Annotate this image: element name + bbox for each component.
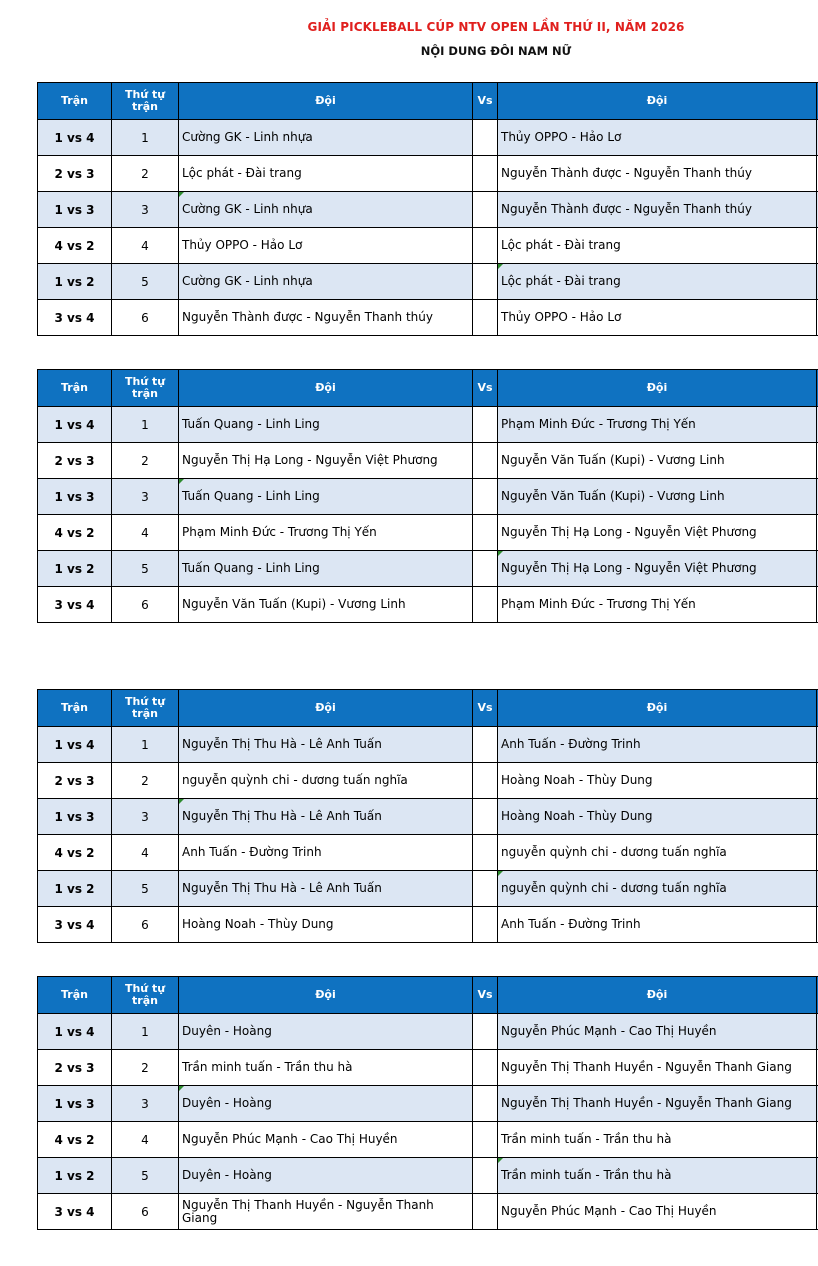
- vs-cell: [473, 120, 498, 156]
- match-cell: 1 vs 4: [38, 727, 112, 763]
- team1-cell: Duyên - Hoàng: [179, 1014, 473, 1050]
- match-cell: 1 vs 4: [38, 1014, 112, 1050]
- team1-cell: Tuấn Quang - Linh Ling: [179, 479, 473, 515]
- team2-cell: Thủy OPPO - Hảo Lơ: [498, 300, 817, 336]
- team1-cell: Duyên - Hoàng: [179, 1158, 473, 1194]
- table-row: [38, 587, 818, 623]
- order-cell: 6: [112, 300, 179, 336]
- order-cell: 3: [112, 479, 179, 515]
- team2-cell: Phạm Minh Đức - Trương Thị Yến: [498, 407, 817, 443]
- table-header-row: [38, 370, 818, 407]
- order-cell: 5: [112, 551, 179, 587]
- schedule-table-1: [37, 82, 818, 336]
- match-cell: 3 vs 4: [38, 300, 112, 336]
- team1-cell: Cường GK - Linh nhựa: [179, 120, 473, 156]
- header-vs: Vs: [473, 690, 498, 727]
- schedule-table-4: [37, 976, 818, 1230]
- match-cell: 1 vs 3: [38, 799, 112, 835]
- team1-cell: Nguyễn Thị Thanh Huyền - Nguyễn Thanh Giang: [179, 1194, 473, 1230]
- match-cell: 1 vs 2: [38, 871, 112, 907]
- team2-cell: Nguyễn Thành được - Nguyễn Thanh thúy: [498, 192, 817, 228]
- order-cell: 4: [112, 835, 179, 871]
- vs-cell: [473, 835, 498, 871]
- vs-cell: [473, 1014, 498, 1050]
- team2-cell: Nguyễn Văn Tuấn (Kupi) - Vương Linh: [498, 479, 817, 515]
- team2-cell: Nguyễn Văn Tuấn (Kupi) - Vương Linh: [498, 443, 817, 479]
- table-row: [38, 799, 818, 835]
- header-match: Trận: [38, 690, 112, 727]
- header-team2: Đội: [498, 370, 817, 407]
- table-row: [38, 192, 818, 228]
- header-team1: Đội: [179, 83, 473, 120]
- vs-cell: [473, 871, 498, 907]
- vs-cell: [473, 799, 498, 835]
- vs-cell: [473, 515, 498, 551]
- vs-cell: [473, 407, 498, 443]
- match-cell: 1 vs 2: [38, 1158, 112, 1194]
- table-row: [38, 907, 818, 943]
- header-vs: Vs: [473, 370, 498, 407]
- header-order: Thứ tự trận: [112, 977, 179, 1014]
- team2-cell: Thủy OPPO - Hảo Lơ: [498, 120, 817, 156]
- table-header-row: [38, 977, 818, 1014]
- team1-cell: nguyễn quỳnh chi - dương tuấn nghĩa: [179, 763, 473, 799]
- order-cell: 1: [112, 407, 179, 443]
- vs-cell: [473, 1194, 498, 1230]
- vs-cell: [473, 443, 498, 479]
- match-cell: 2 vs 3: [38, 763, 112, 799]
- match-cell: 1 vs 4: [38, 407, 112, 443]
- table-row: [38, 1158, 818, 1194]
- table-row: [38, 763, 818, 799]
- table-header-row: [38, 690, 818, 727]
- header-match: Trận: [38, 977, 112, 1014]
- order-cell: 3: [112, 192, 179, 228]
- match-cell: 4 vs 2: [38, 515, 112, 551]
- header-team2: Đội: [498, 83, 817, 120]
- match-cell: 1 vs 2: [38, 264, 112, 300]
- team2-cell: Hoàng Noah - Thùy Dung: [498, 763, 817, 799]
- team2-cell: Nguyễn Thành được - Nguyễn Thanh thúy: [498, 156, 817, 192]
- vs-cell: [473, 1158, 498, 1194]
- order-cell: 6: [112, 587, 179, 623]
- team2-cell: Lộc phát - Đài trang: [498, 228, 817, 264]
- order-cell: 4: [112, 515, 179, 551]
- header-match: Trận: [38, 370, 112, 407]
- vs-cell: [473, 727, 498, 763]
- team2-cell: Lộc phát - Đài trang: [498, 264, 817, 300]
- table-row: [38, 479, 818, 515]
- vs-cell: [473, 479, 498, 515]
- header-order: Thứ tự trận: [112, 370, 179, 407]
- match-cell: 2 vs 3: [38, 1050, 112, 1086]
- team1-cell: Cường GK - Linh nhựa: [179, 192, 473, 228]
- table-row: [38, 407, 818, 443]
- team1-cell: Nguyễn Văn Tuấn (Kupi) - Vương Linh: [179, 587, 473, 623]
- table-row: [38, 156, 818, 192]
- vs-cell: [473, 551, 498, 587]
- team2-cell: Nguyễn Thị Thanh Huyền - Nguyễn Thanh Giang: [498, 1050, 817, 1086]
- team1-cell: Lộc phát - Đài trang: [179, 156, 473, 192]
- header-order: Thứ tự trận: [112, 690, 179, 727]
- order-cell: 5: [112, 1158, 179, 1194]
- header-team1: Đội: [179, 977, 473, 1014]
- table-row: [38, 515, 818, 551]
- team2-cell: Trần minh tuấn - Trần thu hà: [498, 1158, 817, 1194]
- vs-cell: [473, 228, 498, 264]
- team1-cell: Phạm Minh Đức - Trương Thị Yến: [179, 515, 473, 551]
- order-cell: 6: [112, 907, 179, 943]
- match-cell: 4 vs 2: [38, 1122, 112, 1158]
- page-title: GIẢI PICKLEBALL CÚP NTV OPEN LẦN THỨ II, NĂM 2026: [307, 20, 685, 34]
- match-cell: 3 vs 4: [38, 907, 112, 943]
- table-row: [38, 1086, 818, 1122]
- team2-cell: nguyễn quỳnh chi - dương tuấn nghĩa: [498, 871, 817, 907]
- vs-cell: [473, 264, 498, 300]
- table-row: [38, 1194, 818, 1230]
- match-cell: 1 vs 4: [38, 120, 112, 156]
- match-cell: 1 vs 3: [38, 192, 112, 228]
- team2-cell: Anh Tuấn - Đường Trinh: [498, 727, 817, 763]
- table-row: [38, 228, 818, 264]
- table-row: [38, 1122, 818, 1158]
- team2-cell: Nguyễn Thị Thanh Huyền - Nguyễn Thanh Giang: [498, 1086, 817, 1122]
- table-row: [38, 871, 818, 907]
- vs-cell: [473, 1050, 498, 1086]
- team1-cell: Tuấn Quang - Linh Ling: [179, 551, 473, 587]
- vs-cell: [473, 300, 498, 336]
- header-vs: Vs: [473, 977, 498, 1014]
- table-row: [38, 835, 818, 871]
- team2-cell: Hoàng Noah - Thùy Dung: [498, 799, 817, 835]
- team1-cell: Nguyễn Thị Hạ Long - Nguyễn Việt Phương: [179, 443, 473, 479]
- page-subtitle: NỘI DUNG ĐÔI NAM NỮ: [420, 44, 572, 58]
- order-cell: 1: [112, 1014, 179, 1050]
- team1-cell: Nguyễn Thị Thu Hà - Lê Anh Tuấn: [179, 727, 473, 763]
- header-vs: Vs: [473, 83, 498, 120]
- table-row: [38, 727, 818, 763]
- team1-cell: Cường GK - Linh nhựa: [179, 264, 473, 300]
- team2-cell: Phạm Minh Đức - Trương Thị Yến: [498, 587, 817, 623]
- order-cell: 4: [112, 1122, 179, 1158]
- match-cell: 2 vs 3: [38, 156, 112, 192]
- vs-cell: [473, 587, 498, 623]
- header-team2: Đội: [498, 690, 817, 727]
- table-row: [38, 264, 818, 300]
- table-row: [38, 120, 818, 156]
- table-row: [38, 1050, 818, 1086]
- header-match: Trận: [38, 83, 112, 120]
- table-row: [38, 300, 818, 336]
- vs-cell: [473, 763, 498, 799]
- header-team1: Đội: [179, 370, 473, 407]
- vs-cell: [473, 1122, 498, 1158]
- match-cell: 1 vs 2: [38, 551, 112, 587]
- header-team2: Đội: [498, 977, 817, 1014]
- vs-cell: [473, 1086, 498, 1122]
- team1-cell: Tuấn Quang - Linh Ling: [179, 407, 473, 443]
- order-cell: 2: [112, 763, 179, 799]
- schedule-table-2: [37, 369, 818, 623]
- order-cell: 3: [112, 1086, 179, 1122]
- table-row: [38, 1014, 818, 1050]
- vs-cell: [473, 192, 498, 228]
- match-cell: 1 vs 3: [38, 1086, 112, 1122]
- vs-cell: [473, 907, 498, 943]
- match-cell: 1 vs 3: [38, 479, 112, 515]
- order-cell: 1: [112, 727, 179, 763]
- match-cell: 2 vs 3: [38, 443, 112, 479]
- team1-cell: Thủy OPPO - Hảo Lơ: [179, 228, 473, 264]
- team1-cell: Hoàng Noah - Thùy Dung: [179, 907, 473, 943]
- match-cell: 3 vs 4: [38, 587, 112, 623]
- team2-cell: Nguyễn Phúc Mạnh - Cao Thị Huyền: [498, 1194, 817, 1230]
- table-row: [38, 443, 818, 479]
- team2-cell: nguyễn quỳnh chi - dương tuấn nghĩa: [498, 835, 817, 871]
- header-order: Thứ tự trận: [112, 83, 179, 120]
- team2-cell: Nguyễn Phúc Mạnh - Cao Thị Huyền: [498, 1014, 817, 1050]
- order-cell: 3: [112, 799, 179, 835]
- order-cell: 2: [112, 443, 179, 479]
- team1-cell: Nguyễn Phúc Mạnh - Cao Thị Huyền: [179, 1122, 473, 1158]
- order-cell: 4: [112, 228, 179, 264]
- header-team1: Đội: [179, 690, 473, 727]
- vs-cell: [473, 156, 498, 192]
- team2-cell: Trần minh tuấn - Trần thu hà: [498, 1122, 817, 1158]
- order-cell: 5: [112, 264, 179, 300]
- match-cell: 3 vs 4: [38, 1194, 112, 1230]
- team2-cell: Anh Tuấn - Đường Trinh: [498, 907, 817, 943]
- table-header-row: [38, 83, 818, 120]
- table-row: [38, 551, 818, 587]
- order-cell: 5: [112, 871, 179, 907]
- team1-cell: Anh Tuấn - Đường Trinh: [179, 835, 473, 871]
- team1-cell: Duyên - Hoàng: [179, 1086, 473, 1122]
- match-cell: 4 vs 2: [38, 835, 112, 871]
- order-cell: 6: [112, 1194, 179, 1230]
- order-cell: 2: [112, 156, 179, 192]
- match-cell: 4 vs 2: [38, 228, 112, 264]
- team1-cell: Nguyễn Thành được - Nguyễn Thanh thúy: [179, 300, 473, 336]
- schedule-table-3: [37, 689, 818, 943]
- order-cell: 1: [112, 120, 179, 156]
- team1-cell: Nguyễn Thị Thu Hà - Lê Anh Tuấn: [179, 871, 473, 907]
- team2-cell: Nguyễn Thị Hạ Long - Nguyễn Việt Phương: [498, 515, 817, 551]
- order-cell: 2: [112, 1050, 179, 1086]
- team1-cell: Nguyễn Thị Thu Hà - Lê Anh Tuấn: [179, 799, 473, 835]
- team1-cell: Trần minh tuấn - Trần thu hà: [179, 1050, 473, 1086]
- team2-cell: Nguyễn Thị Hạ Long - Nguyễn Việt Phương: [498, 551, 817, 587]
